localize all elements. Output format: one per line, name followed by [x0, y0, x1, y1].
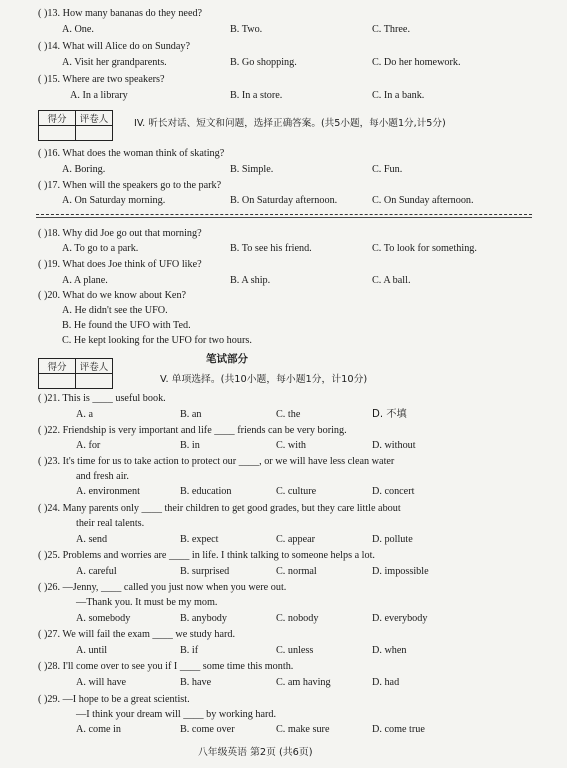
- option: A. come in: [76, 724, 121, 735]
- score-label: 得分: [39, 111, 76, 126]
- option: A. Boring.: [62, 164, 106, 175]
- option: D. everybody: [372, 613, 428, 624]
- option: A. One.: [62, 24, 94, 35]
- option: C. nobody: [276, 613, 319, 624]
- section-iv-title: IV. 听长对话、短文和问题，选择正确答案。(共5小题，每小题1分,计5分): [134, 118, 446, 129]
- option: B. Simple.: [230, 164, 274, 175]
- option: A. a: [76, 409, 93, 420]
- question-16: ( )16. What does the woman think of skating?: [38, 148, 225, 159]
- option: D. come true: [372, 724, 425, 735]
- question-continuation: —Thank you. It must be my mom.: [76, 597, 218, 608]
- question-continuation: their real talents.: [76, 518, 145, 529]
- question-14: ( )14. What will Alice do on Sunday?: [38, 41, 191, 52]
- score-label: 得分: [39, 359, 76, 374]
- option: D. when: [372, 645, 407, 656]
- option: B. Go shopping.: [230, 57, 297, 68]
- option: D. had: [372, 677, 400, 688]
- option: D. without: [372, 440, 416, 451]
- page-footer: 八年级英语 第2页 (共6页): [198, 747, 313, 758]
- option: A. Visit her grandparents.: [62, 57, 167, 68]
- option: B. A ship.: [230, 275, 271, 286]
- option: A. On Saturday morning.: [62, 195, 166, 206]
- option: C. Three.: [372, 24, 411, 35]
- option: B. come over: [180, 724, 235, 735]
- option: A. He didn't see the UFO.: [62, 305, 168, 316]
- question-24: ( )24. Many parents only ____ their children to get good grades, but they care little about: [38, 503, 401, 514]
- option: A. environment: [76, 486, 140, 497]
- option: D. pollute: [372, 534, 413, 545]
- option: A. send: [76, 534, 108, 545]
- option: A. A plane.: [62, 275, 108, 286]
- grader-label: 评卷人: [76, 359, 113, 374]
- option: B. On Saturday afternoon.: [230, 195, 338, 206]
- divider: [36, 217, 532, 218]
- question-23: ( )23. It's time for us to take action to protect our ____, or we will have less clean water: [38, 456, 395, 467]
- question-20: ( )20. What do we know about Ken?: [38, 290, 187, 301]
- option: B. education: [180, 486, 232, 497]
- option: C. the: [276, 409, 301, 420]
- option: B. if: [180, 645, 199, 656]
- option: C. culture: [276, 486, 317, 497]
- question-25: ( )25. Problems and worries are ____ in life. I think talking to someone helps a lot.: [38, 550, 375, 561]
- question-26: ( )26. —Jenny, ____ called you just now when you were out.: [38, 582, 287, 593]
- option: C. unless: [276, 645, 314, 656]
- option: B. To see his friend.: [230, 243, 312, 254]
- section-v-title: V. 单项选择。(共10小题，每小题1分，计10分): [160, 374, 368, 385]
- question-28: ( )28. I'll come over to see you if I ____ some time this month.: [38, 661, 294, 672]
- option: C. In a bank.: [372, 90, 425, 101]
- question-17: ( )17. When will the speakers go to the park?: [38, 180, 222, 191]
- option: A. will have: [76, 677, 127, 688]
- option: D. impossible: [372, 566, 429, 577]
- question-continuation: —I think your dream will ____ by working hard.: [76, 709, 277, 720]
- divider: [36, 214, 532, 215]
- score-box: [38, 358, 113, 389]
- option: B. He found the UFO with Ted.: [62, 320, 191, 331]
- option: A. somebody: [76, 613, 131, 624]
- option: C. A ball.: [372, 275, 411, 286]
- option: B. an: [180, 409, 202, 420]
- option: C. normal: [276, 566, 317, 577]
- option: C. Fun.: [372, 164, 403, 175]
- question-15: ( )15. Where are two speakers?: [38, 74, 165, 85]
- option: B. surprised: [180, 566, 230, 577]
- option: D. concert: [372, 486, 415, 497]
- option: A. for: [76, 440, 101, 451]
- score-box: [38, 110, 113, 141]
- option: B. in: [180, 440, 200, 451]
- option: A. In a library: [70, 90, 128, 101]
- grader-label: 评卷人: [76, 111, 113, 126]
- written-part-title: 笔试部分: [206, 353, 248, 365]
- option: C. am having: [276, 677, 331, 688]
- option: C. To look for something.: [372, 243, 477, 254]
- option: B. have: [180, 677, 212, 688]
- option: C. He kept looking for the UFO for two hours.: [62, 335, 252, 346]
- option: C. On Sunday afternoon.: [372, 195, 474, 206]
- option: C. appear: [276, 534, 316, 545]
- option: B. In a store.: [230, 90, 283, 101]
- option: B. Two.: [230, 24, 263, 35]
- option: A. until: [76, 645, 108, 656]
- option: C. with: [276, 440, 307, 451]
- option: B. expect: [180, 534, 219, 545]
- question-27: ( )27. We will fail the exam ____ we study hard.: [38, 629, 236, 640]
- question-continuation: and fresh air.: [76, 471, 129, 482]
- question-19: ( )19. What does Joe think of UFO like?: [38, 259, 202, 270]
- question-22: ( )22. Friendship is very important and life ____ friends can be very boring.: [38, 425, 347, 436]
- option: B. anybody: [180, 613, 227, 624]
- option: C. make sure: [276, 724, 330, 735]
- question-29: ( )29. —I hope to be a great scientist.: [38, 694, 190, 705]
- question-13: ( )13. How many bananas do they need?: [38, 8, 203, 19]
- question-18: ( )18. Why did Joe go out that morning?: [38, 228, 202, 239]
- option: D. 不填: [372, 409, 407, 420]
- option: A. To go to a park.: [62, 243, 139, 254]
- option: A. careful: [76, 566, 117, 577]
- option: C. Do her homework.: [372, 57, 461, 68]
- question-21: ( )21. This is ____ useful book.: [38, 393, 166, 404]
